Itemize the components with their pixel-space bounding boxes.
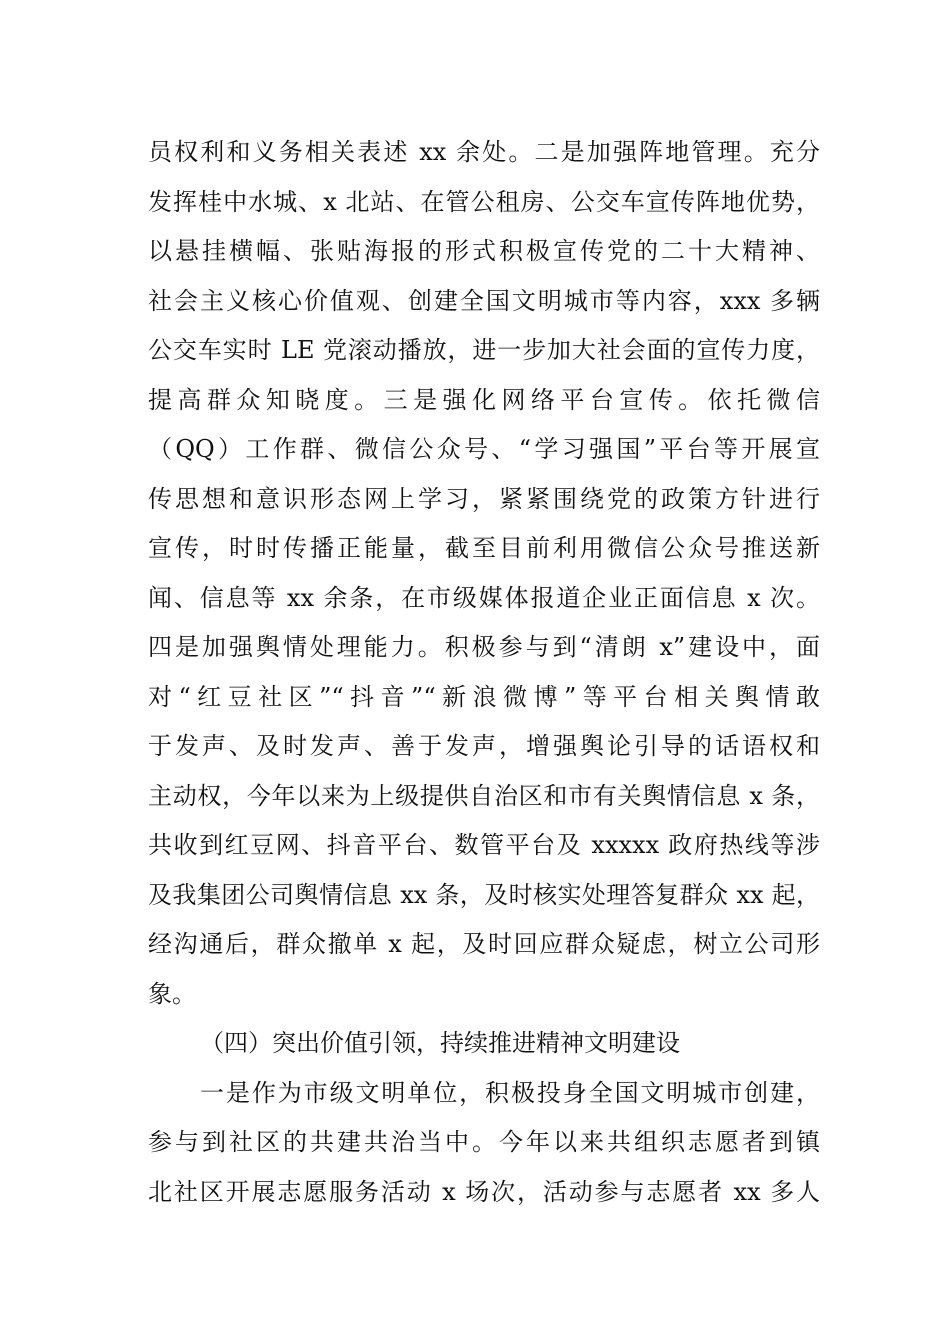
text-line: 宣传，时时传播正能量，截至目前利用微信公众号推送新 bbox=[148, 534, 820, 562]
text-line: 社会主义核心价值观、创建全国文明城市等内容，xxx 多辆 bbox=[148, 286, 820, 315]
text-line: 北社区开展志愿服务活动 x 场次，活动参与志愿者 xx 多人 bbox=[148, 1177, 820, 1206]
body-text bbox=[148, 128, 820, 1217]
text-line: 于发声、及时发声、善于发声，增强舆论引导的话语权和 bbox=[148, 732, 820, 760]
text-line: 提高群众知晓度。三是强化网络平台宣传。依托微信 bbox=[148, 385, 820, 414]
text-line: 对“红豆社区”“抖音”“新浪微博”等平台相关舆情敢 bbox=[148, 682, 820, 711]
text-line: 参与到社区的共建共治当中。今年以来共组织志愿者到镇 bbox=[148, 1128, 820, 1156]
text-line: （QQ）工作群、微信公众号、“学习强国”平台等开展宣 bbox=[148, 435, 820, 463]
text-line: 及我集团公司舆情信息 xx 条，及时核实处理答复群众 xx 起， bbox=[148, 880, 820, 909]
text-line: 主动权，今年以来为上级提供自治区和市有关舆情信息 x 条， bbox=[148, 781, 820, 810]
text-line: 传思想和意识形态网上学习，紧紧围绕党的政策方针进行 bbox=[148, 484, 820, 513]
text-line: 发挥桂中水城、x 北站、在管公租房、公交车宣传阵地优势， bbox=[148, 187, 820, 216]
section-heading: （四）突出价值引领，持续推进精神文明建设 bbox=[200, 1029, 680, 1057]
text-line: 经沟通后，群众撤单 x 起，及时回应群众疑虑，树立公司形 bbox=[148, 930, 820, 958]
text-line: 象。 bbox=[148, 979, 196, 1008]
text-line: 共收到红豆网、抖音平台、数管平台及 xxxxx 政府热线等涉 bbox=[148, 831, 820, 859]
text-line: 员权利和义务相关表述 xx 余处。二是加强阵地管理。充分 bbox=[148, 138, 820, 166]
text-line: 闻、信息等 xx 余条，在市级媒体报道企业正面信息 x 次。 bbox=[148, 583, 820, 612]
text-line: 一是作为市级文明单位，积极投身全国文明城市创建， bbox=[200, 1078, 820, 1107]
text-line: 公交车实时 LE 党滚动播放，进一步加大社会面的宣传力度， bbox=[148, 336, 820, 364]
text-line: 四是加强舆情处理能力。积极参与到“清朗 x”建设中，面 bbox=[148, 633, 820, 661]
text-line: 以悬挂横幅、张贴海报的形式积极宣传党的二十大精神、 bbox=[148, 237, 820, 265]
